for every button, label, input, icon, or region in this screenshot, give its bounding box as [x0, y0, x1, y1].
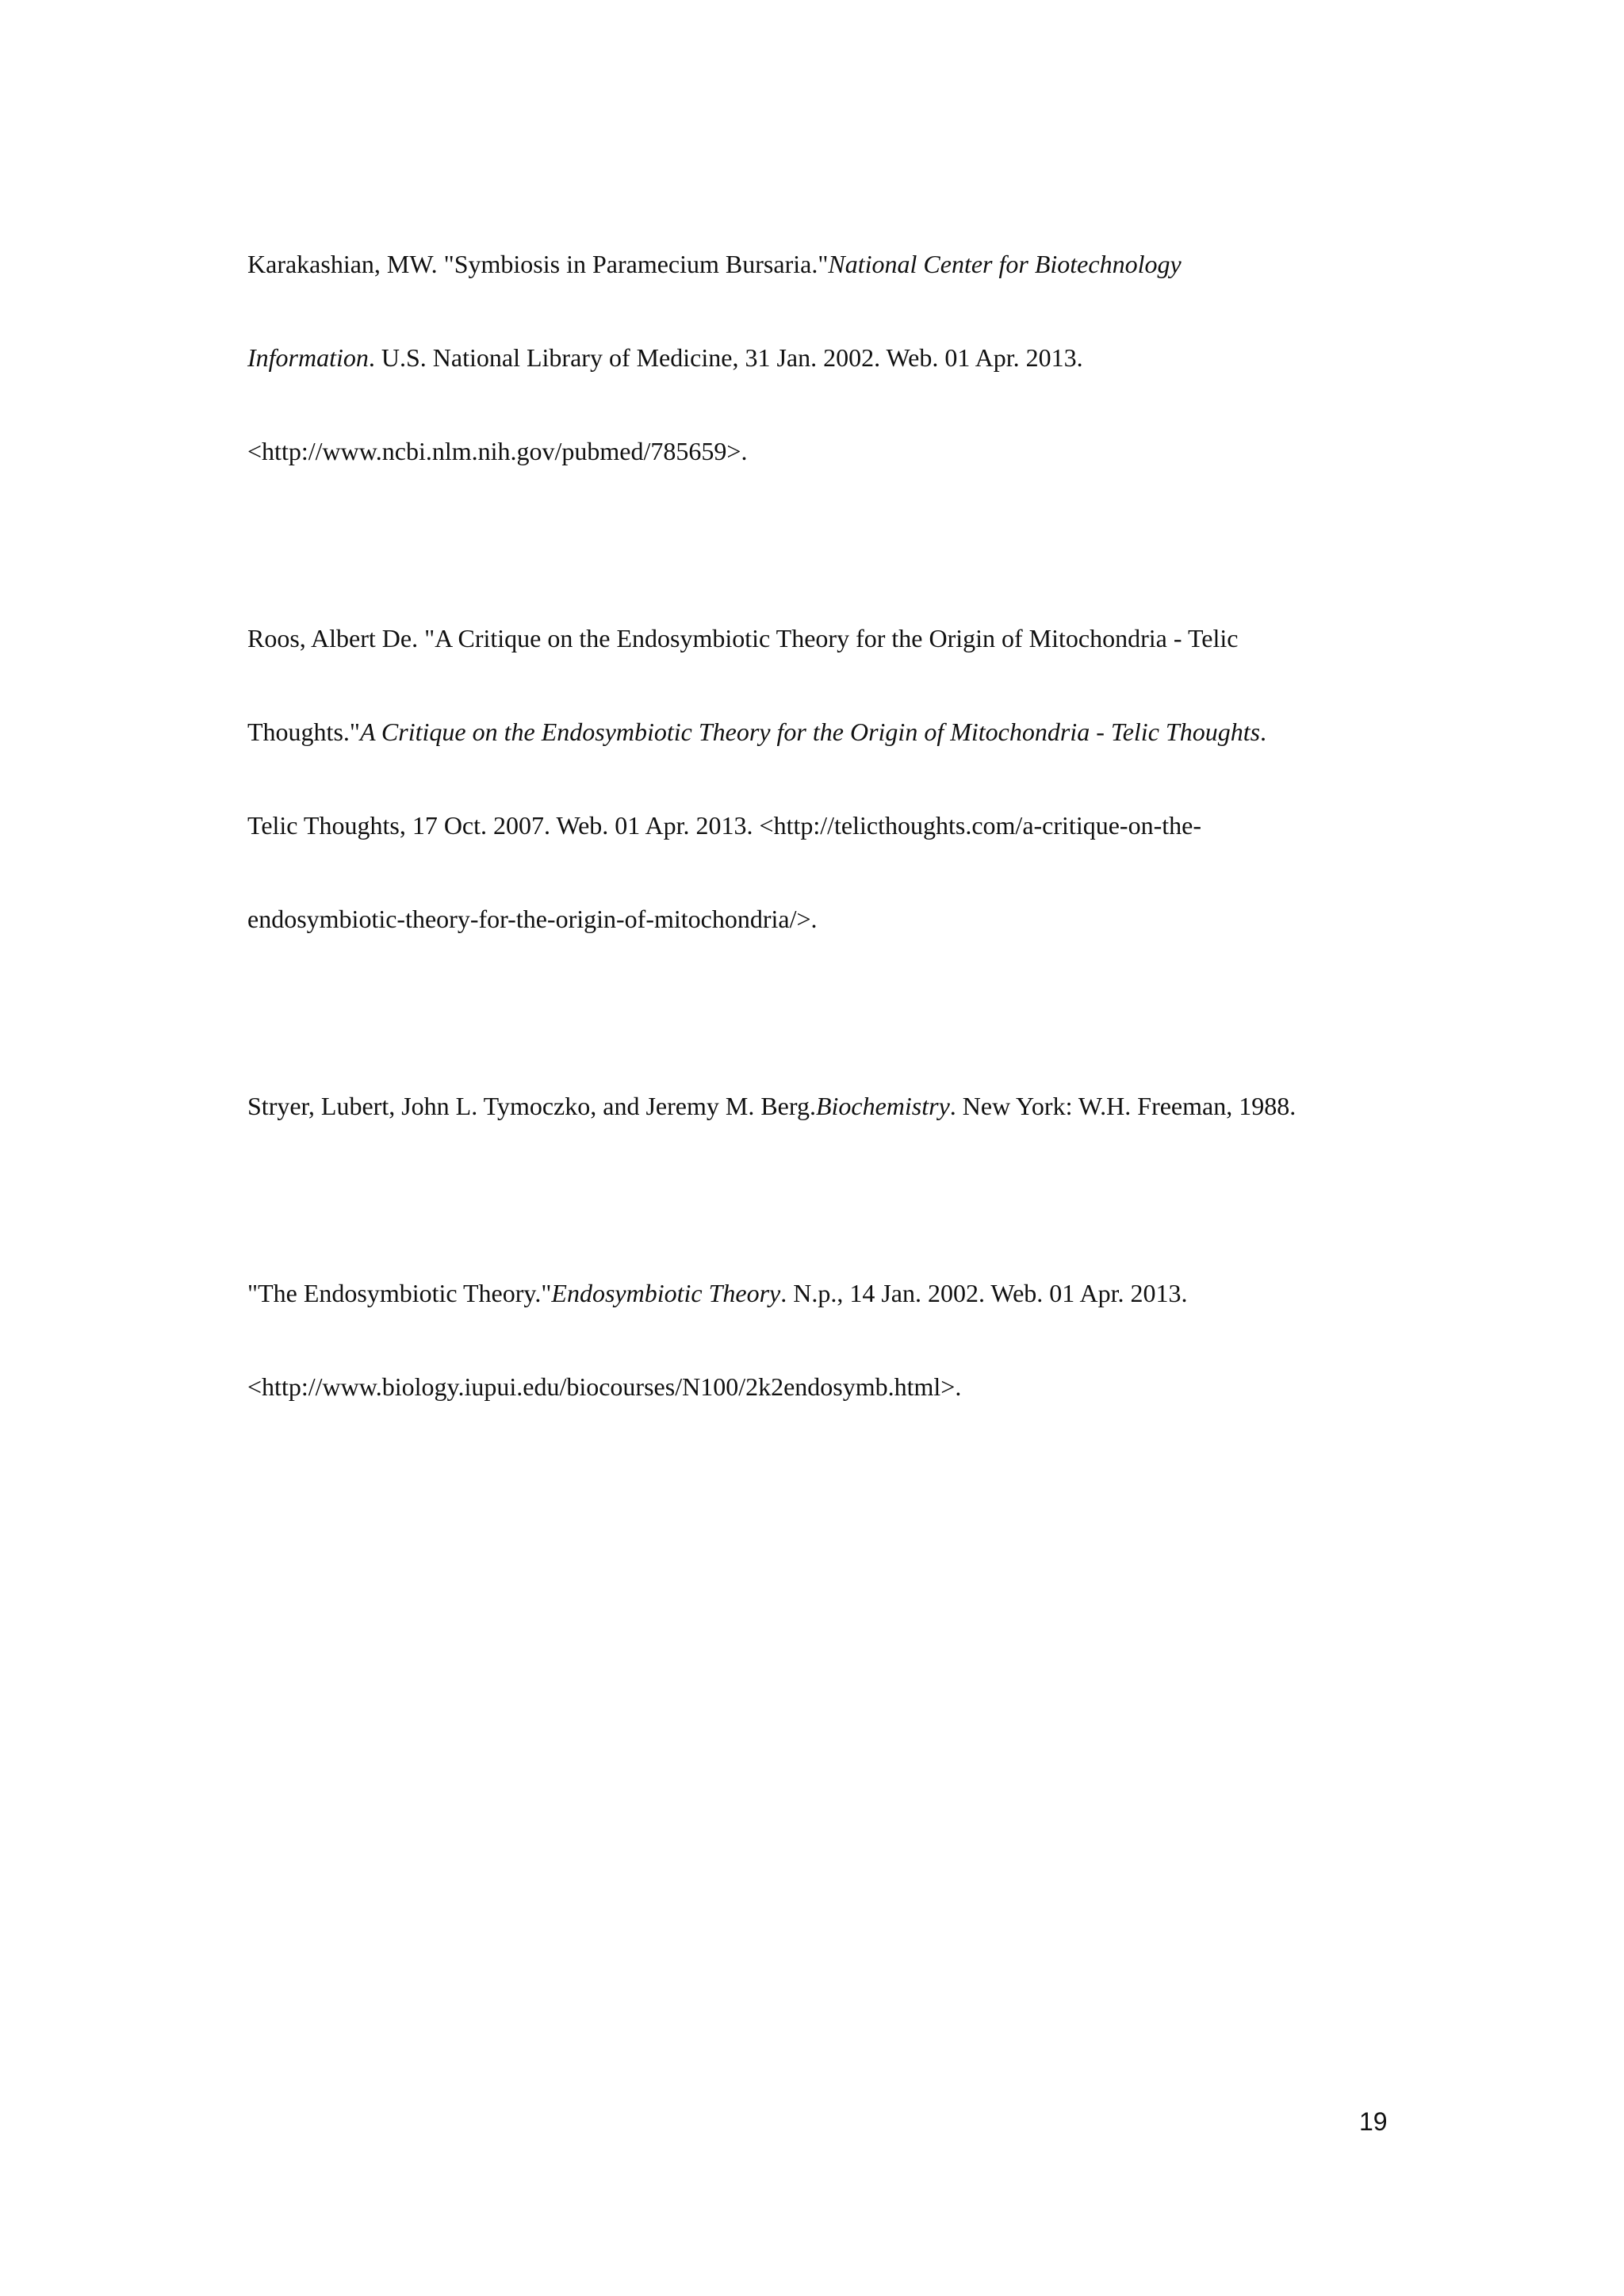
- reference-text-segment: Telic Thoughts, 17 Oct. 2007. Web. 01 Apr. 2013. <http://telicthoughts.com/a-critique-on-the-: [247, 811, 1201, 840]
- reference-text-segment: Roos, Albert De. "A Critique on the Endosymbiotic Theory for the Origin of Mitochondria - Telic: [247, 624, 1239, 652]
- bibliography-list: [247, 217, 1405, 1433]
- reference-line: [247, 217, 1405, 311]
- reference-text-segment: . N.p., 14 Jan. 2002. Web. 01 Apr. 2013.: [780, 1279, 1188, 1307]
- reference-text-segment: "The Endosymbiotic Theory.": [247, 1279, 552, 1307]
- reference-title-segment: Biochemistry: [815, 1092, 950, 1120]
- reference-text-segment: <http://www.biology.iupui.edu/biocourses/N100/2k2endosymb.html>.: [247, 1372, 962, 1401]
- reference-line: [247, 1340, 1405, 1433]
- reference-title-segment: Endosymbiotic Theory: [551, 1279, 781, 1307]
- reference-entry: [247, 591, 1405, 966]
- reference-text-segment: Thoughts.": [247, 718, 360, 746]
- reference-text-segment: Karakashian, MW. "Symbiosis in Paramecium Bursaria.": [247, 250, 829, 278]
- reference-text-segment: . U.S. National Library of Medicine, 31 Jan. 2002. Web. 01 Apr. 2013.: [368, 343, 1083, 372]
- reference-text-segment: .: [1260, 718, 1267, 746]
- reference-entry: [247, 217, 1405, 498]
- reference-line: [247, 591, 1405, 685]
- reference-title-segment: National Center for Biotechnology: [828, 250, 1182, 278]
- reference-text-segment: . New York: W.H. Freeman, 1988.: [949, 1092, 1297, 1120]
- reference-text-segment: <http://www.ncbi.nlm.nih.gov/pubmed/785659>.: [247, 437, 748, 465]
- reference-entry: [247, 1246, 1405, 1433]
- reference-line: [247, 1246, 1405, 1340]
- reference-line: [247, 311, 1405, 404]
- reference-line: [247, 779, 1405, 872]
- reference-line: [247, 404, 1405, 498]
- reference-entry: [247, 1059, 1405, 1153]
- reference-line: [247, 685, 1405, 779]
- reference-title-segment: Information: [247, 343, 369, 372]
- reference-title-segment: A Critique on the Endosymbiotic Theory for the Origin of Mitochondria - Telic Thoughts: [359, 718, 1261, 746]
- reference-line: [247, 872, 1405, 966]
- page-number: 19: [1359, 2107, 1388, 2136]
- reference-text-segment: Stryer, Lubert, John L. Tymoczko, and Jeremy M. Berg.: [247, 1092, 816, 1120]
- reference-text-segment: endosymbiotic-theory-for-the-origin-of-mitochondria/>.: [247, 905, 818, 933]
- reference-line: [247, 1059, 1405, 1153]
